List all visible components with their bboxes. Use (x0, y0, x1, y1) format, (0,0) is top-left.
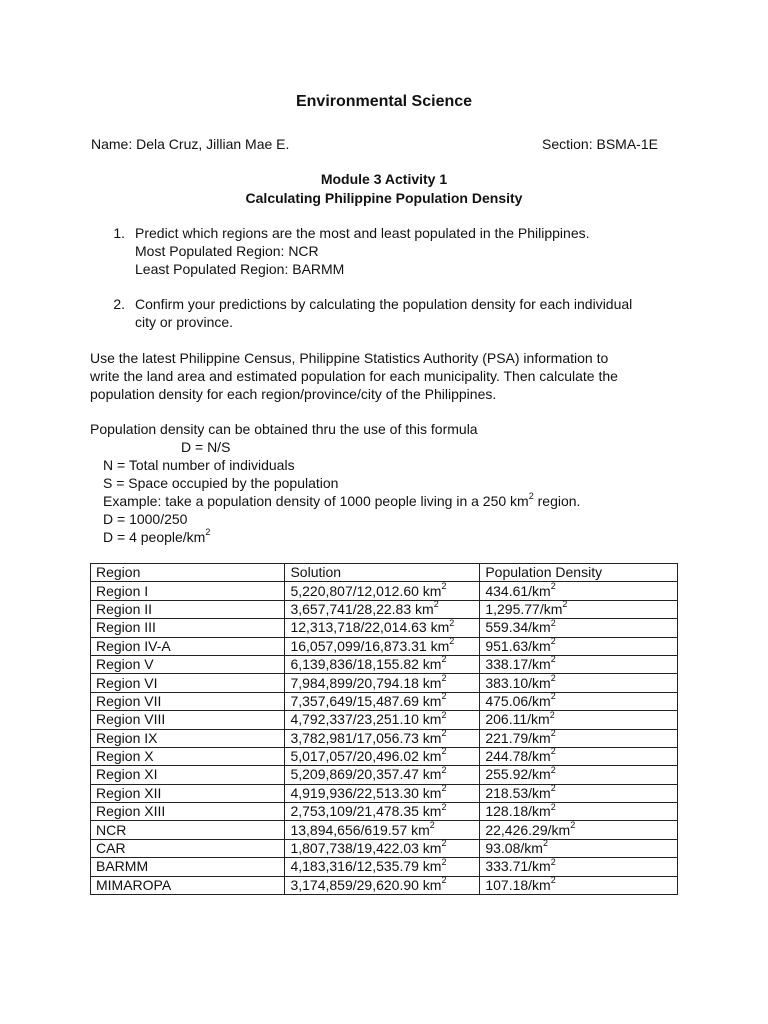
table-row (91, 600, 678, 618)
table-body (91, 582, 678, 895)
table-row (91, 619, 678, 637)
cell-solution: 5,017,057/20,496.02 $km^2$ (285, 747, 480, 765)
cell-region: Region III (91, 619, 285, 637)
cell-solution: 6,139,836/18,155.82 $km^2$ (285, 655, 480, 673)
table-row (91, 729, 678, 747)
cell-region: MIMAROPA (91, 876, 285, 894)
cell-population-density: $475.06/km^2$ (480, 692, 678, 710)
table-row (91, 766, 678, 784)
cell-solution: 5,209,869/20,357.47 $km^2$ (285, 766, 480, 784)
cell-population-density: $93.08/km^2$ (480, 839, 678, 857)
question-1-text: Predict which regions are the most and least populated in the Philippines. (135, 225, 590, 241)
question-1-answer-least: Least Populated Region: BARMM (135, 261, 345, 277)
cell-region: NCR (91, 821, 285, 839)
cell-region: Region V (91, 655, 285, 673)
cell-population-density: $221.79/km^2$ (480, 729, 678, 747)
cell-region: Region XI (91, 766, 285, 784)
table-row (91, 876, 678, 894)
cell-region: Region XIII (91, 803, 285, 821)
cell-region: Region VII (91, 692, 285, 710)
cell-region: Region X (91, 747, 285, 765)
cell-population-density: $951.63/km^2$ (480, 637, 678, 655)
question-2-text-line1: Confirm your predictions by calculating the population density for each individual (135, 296, 633, 312)
cell-solution: 3,782,981/17,056.73 $km^2$ (285, 729, 480, 747)
formula-equation: D = N/S (181, 439, 231, 455)
cell-region: Region IX (91, 729, 285, 747)
cell-solution: 4,183,316/12,535.79 $km^2$ (285, 858, 480, 876)
cell-population-density: $107.18/km^2$ (480, 876, 678, 894)
table-row (91, 803, 678, 821)
table-row (91, 655, 678, 673)
header-region: Region (91, 564, 285, 582)
question-1-answer-most: Most Populated Region: NCR (135, 243, 319, 259)
cell-region: Region IV-A (91, 637, 285, 655)
cell-population-density: $338.17/km^2$ (480, 655, 678, 673)
cell-solution: 1,807,738/19,422.03 $km^2$ (285, 839, 480, 857)
table-row (91, 839, 678, 857)
table-row (91, 858, 678, 876)
table-header-row (91, 564, 678, 582)
table-row (91, 692, 678, 710)
cell-region: BARMM (91, 858, 285, 876)
question-1-number: 1. (113, 225, 125, 241)
formula-n-definition: N = Total number of individuals (103, 457, 295, 473)
module-title: Module 3 Activity 1 (320, 171, 448, 187)
question-2-number: 2. (113, 296, 125, 312)
student-name: Name: Dela Cruz, Jillian Mae E. (91, 136, 290, 152)
instructions-line-3: population density for each region/province/city of the Philippines. (90, 386, 497, 402)
student-section: Section: BSMA-1E (542, 136, 658, 152)
formula-s-definition: S = Space occupied by the population (103, 475, 339, 491)
formula-example: Example: take a population density of 1000 people living in a 250 $km^2$ region. (103, 491, 581, 509)
cell-region: Region VIII (91, 711, 285, 729)
header-solution: Solution (285, 564, 480, 582)
document-title: Environmental Science (295, 93, 473, 110)
cell-region: CAR (91, 839, 285, 857)
table-row (91, 674, 678, 692)
instructions-line-2: write the land area and estimated population for each municipality. Then calculate the (90, 368, 618, 384)
cell-solution: 7,357,649/15,487.69 $km^2$ (285, 692, 480, 710)
table-row (91, 637, 678, 655)
cell-region: Region II (91, 600, 285, 618)
cell-solution: 12,313,718/22,014.63 $km^2$ (285, 619, 480, 637)
cell-population-density: $22,426.29/km^2$ (480, 821, 678, 839)
instructions-line-1: Use the latest Philippine Census, Philippine Statistics Authority (PSA) information to (90, 350, 609, 366)
table-row (91, 821, 678, 839)
cell-population-density: $434.61/km^2$ (480, 582, 678, 600)
cell-region: Region VI (91, 674, 285, 692)
table-row (91, 711, 678, 729)
cell-population-density: $128.18/km^2$ (480, 803, 678, 821)
question-2-text-line2: city or province. (135, 314, 234, 330)
table-row (91, 582, 678, 600)
cell-solution: 2,753,109/21,478.35 $km^2$ (285, 803, 480, 821)
cell-population-density: $206.11/km^2$ (480, 711, 678, 729)
cell-region: Region I (91, 582, 285, 600)
population-density-table (90, 563, 678, 895)
cell-population-density: $383.10/km^2$ (480, 674, 678, 692)
formula-step-1: D = 1000/250 (103, 511, 188, 527)
cell-solution: 16,057,099/16,873.31 $km^2$ (285, 637, 480, 655)
cell-population-density: $1,295.77/km^2$ (480, 600, 678, 618)
cell-population-density: $218.53/km^2$ (480, 784, 678, 802)
formula-intro: Population density can be obtained thru the use of this formula (90, 421, 478, 437)
cell-solution: 4,792,337/23,251.10 $km^2$ (285, 711, 480, 729)
cell-population-density: $559.34/km^2$ (480, 619, 678, 637)
cell-solution: 3,174,859/29,620.90 $km^2$ (285, 876, 480, 894)
cell-solution: 13,894,656/619.57 $km^2$ (285, 821, 480, 839)
cell-region: Region XII (91, 784, 285, 802)
cell-solution: 7,984,899/20,794.18 $km^2$ (285, 674, 480, 692)
table-row (91, 784, 678, 802)
cell-solution: 5,220,807/12,012.60 $km^2$ (285, 582, 480, 600)
cell-solution: 3,657,741/28,22.83 $km^2$ (285, 600, 480, 618)
cell-population-density: $333.71/km^2$ (480, 858, 678, 876)
activity-title: Calculating Philippine Population Density (245, 190, 523, 206)
cell-population-density: $255.92/km^2$ (480, 766, 678, 784)
cell-population-density: $244.78/km^2$ (480, 747, 678, 765)
cell-solution: 4,919,936/22,513.30 $km^2$ (285, 784, 480, 802)
table-row (91, 747, 678, 765)
formula-step-2: D = 4 people/$km^2$ (103, 527, 211, 545)
header-population-density: Population Density (480, 564, 678, 582)
